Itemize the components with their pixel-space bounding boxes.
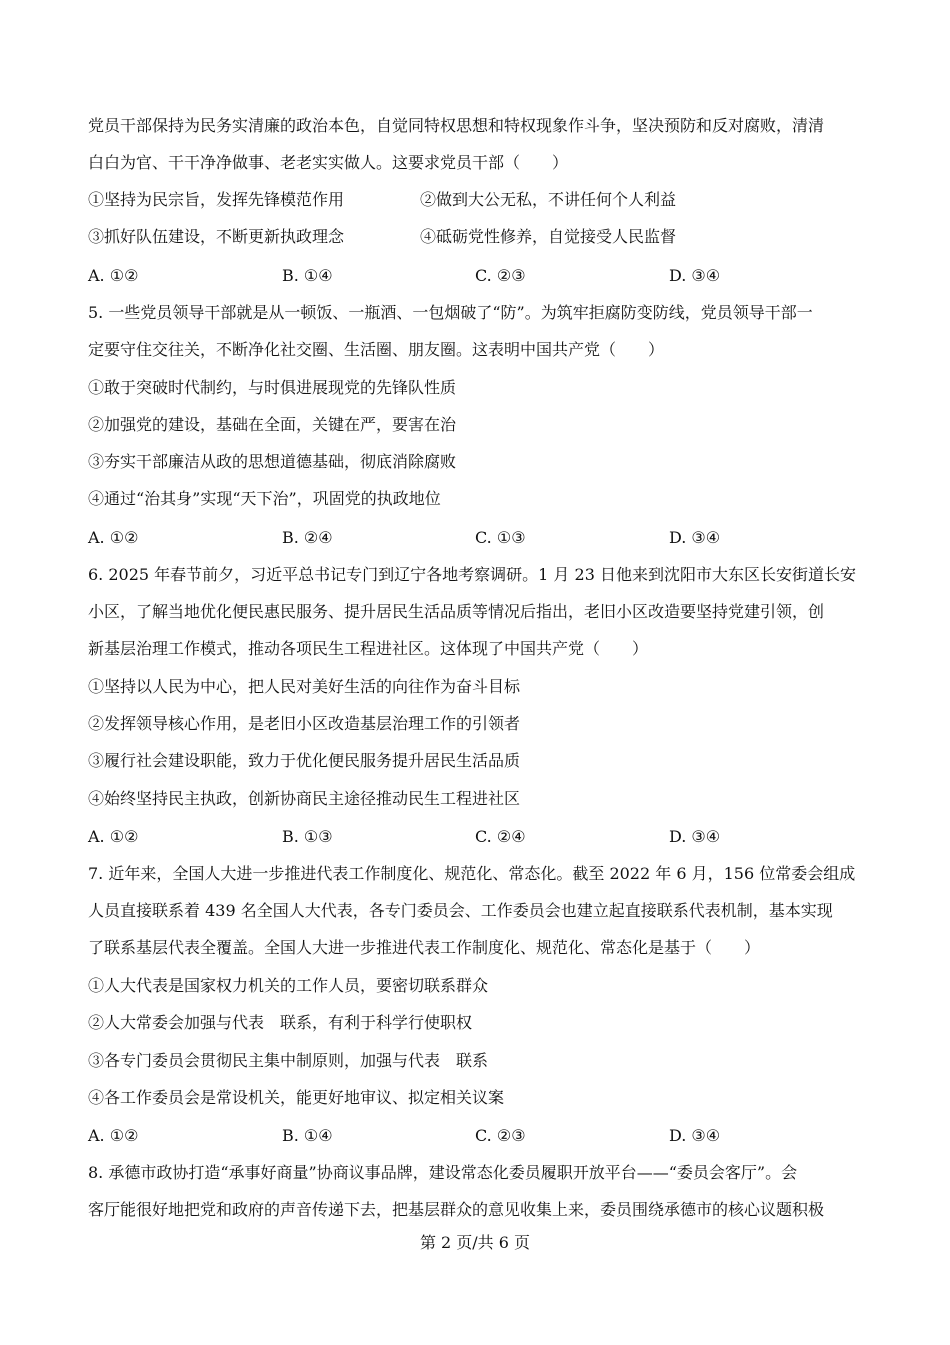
q8-stem-line-1: 8. 承德市政协打造“承事好商量”协商议事品牌，建设常态化委员履职开放平台——“委员会客厅”。会: [88, 1163, 798, 1182]
q4-choices: [88, 265, 878, 287]
q7-item-2: ②人大常委会加强与代表 联系，有利于科学行使职权: [88, 1013, 473, 1032]
q6-choices: [88, 826, 878, 848]
q6-choice-a[interactable]: A. ①②: [88, 827, 139, 846]
q5-choice-a[interactable]: A. ①②: [88, 528, 139, 547]
q7-item-4: ④各工作委员会是常设机关，能更好地审议、拟定相关议案: [88, 1088, 505, 1107]
q7-choice-c[interactable]: C. ②③: [475, 1126, 526, 1145]
q4-stem-line-1: 党员干部保持为民务实清廉的政治本色，自觉同特权思想和特权现象作斗争，坚决预防和反对腐败，清清: [88, 116, 825, 135]
q7-choices: [88, 1125, 878, 1147]
q5-item-2: ②加强党的建设，基础在全面，关键在严，要害在治: [88, 415, 457, 434]
q6-stem-line-2: 小区，了解当地优化便民惠民服务、提升居民生活品质等情况后指出，老旧小区改造要坚持党建引领，创: [88, 602, 825, 621]
q6-stem-line-3: 新基层治理工作模式，推动各项民生工程进社区。这体现了中国共产党（ ）: [88, 639, 649, 658]
q7-item-3: ③各专门委员会贯彻民主集中制原则，加强与代表 联系: [88, 1051, 489, 1070]
q6-choice-b[interactable]: B. ①③: [282, 827, 333, 846]
q5-choice-d[interactable]: D. ③④: [669, 528, 721, 547]
q5-item-3: ③夯实干部廉洁从政的思想道德基础，彻底消除腐败: [88, 452, 457, 471]
q4-stem-line-2: 白白为官、干干净净做事、老老实实做人。这要求党员干部（ ）: [88, 153, 569, 172]
q7-item-1: ①人大代表是国家权力机关的工作人员，要密切联系群众: [88, 976, 489, 995]
q4-choice-a[interactable]: A. ①②: [88, 266, 139, 285]
q5-item-1: ①敢于突破时代制约，与时俱进展现党的先锋队性质: [88, 378, 457, 397]
q7-stem-line-3: 了联系基层代表全覆盖。全国人大进一步推进代表工作制度化、规范化、常态化是基于（ ）: [88, 938, 761, 957]
q5-stem-line-1: 5. 一些党员领导干部就是从一顿饭、一瓶酒、一包烟破了“防”。为筑牢拒腐防变防线，党员领导干部一: [88, 303, 813, 322]
q6-item-3: ③履行社会建设职能，致力于优化便民服务提升居民生活品质: [88, 751, 521, 770]
q5-item-4: ④通过“治其身”实现“天下治”，巩固党的执政地位: [88, 489, 441, 508]
q7-stem-line-2: 人员直接联系着 439 名全国人大代表，各专门委员会、工作委员会也建立起直接联系代表机制，基本实现: [88, 901, 833, 920]
q4-items-row-2: [88, 226, 878, 248]
q6-item-1: ①坚持以人民为中心，把人民对美好生活的向往作为奋斗目标: [88, 677, 521, 696]
q4-choice-d[interactable]: D. ③④: [669, 266, 721, 285]
q7-stem-line-1: 7. 近年来，全国人大进一步推进代表工作制度化、规范化、常态化。截至 2022 年 6 月，156 位常委会组成: [88, 864, 856, 883]
q5-choices: [88, 527, 878, 549]
q5-stem-line-2: 定要守住交往关，不断净化社交圈、生活圈、朋友圈。这表明中国共产党（ ）: [88, 340, 665, 359]
q6-choice-c[interactable]: C. ②④: [475, 827, 526, 846]
q7-choice-a[interactable]: A. ①②: [88, 1126, 139, 1145]
page-number-footer: 第 2 页/共 6 页: [419, 1233, 531, 1252]
q4-choice-b[interactable]: B. ①④: [282, 266, 333, 285]
q5-choice-c[interactable]: C. ①③: [475, 528, 526, 547]
q4-items-row-1: [88, 189, 878, 211]
q4-item-2: ②做到大公无私，不讲任何个人利益: [420, 190, 677, 209]
q4-item-4: ④砥砺党性修养，自觉接受人民监督: [420, 227, 677, 246]
q7-choice-d[interactable]: D. ③④: [669, 1126, 721, 1145]
q6-item-2: ②发挥领导核心作用，是老旧小区改造基层治理工作的引领者: [88, 714, 521, 733]
q8-stem-line-2: 客厅能很好地把党和政府的声音传递下去，把基层群众的意见收集上来，委员围绕承德市的核心议题积极: [88, 1200, 825, 1219]
q5-choice-b[interactable]: B. ②④: [282, 528, 333, 547]
q7-choice-b[interactable]: B. ①④: [282, 1126, 333, 1145]
q6-stem-line-1: 6. 2025 年春节前夕，习近平总书记专门到辽宁各地考察调研。1 月 23 日他来到沈阳市大东区长安街道长安: [88, 565, 856, 584]
q4-item-1: ①坚持为民宗旨，发挥先锋模范作用: [88, 190, 345, 209]
q6-item-4: ④始终坚持民主执政，创新协商民主途径推动民生工程进社区: [88, 789, 521, 808]
q4-item-3: ③抓好队伍建设，不断更新执政理念: [88, 227, 345, 246]
q6-choice-d[interactable]: D. ③④: [669, 827, 721, 846]
q4-choice-c[interactable]: C. ②③: [475, 266, 526, 285]
